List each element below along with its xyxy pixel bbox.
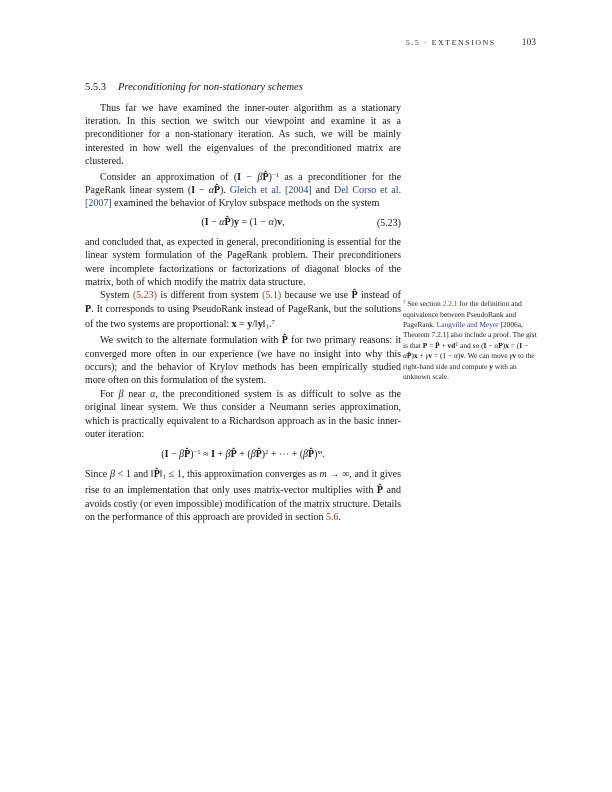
math-italic: β — [109, 469, 115, 481]
math-bold: y — [233, 216, 239, 228]
math-bold: P̂ — [224, 216, 231, 228]
text-run: ≤ 1, this approximation converges as — [165, 469, 320, 481]
text-run: + — [439, 341, 448, 350]
text-run: for the definition and equivalence between PseudoRank and PageRank. — [403, 299, 522, 329]
math-bold: v — [428, 351, 433, 361]
text-run: with an unknown scale. — [403, 361, 517, 382]
superscript: −1 — [271, 171, 279, 179]
text-run: = — [427, 341, 436, 350]
text-run: < 1 and ‖ — [114, 469, 154, 481]
text-run: = (1 − — [238, 216, 269, 228]
math-bold: y — [257, 319, 263, 331]
text-run: We switch to the alternate formulation with — [100, 335, 282, 347]
text-run: ) — [411, 351, 414, 361]
text-run: ) — [230, 216, 234, 228]
display-equation — [85, 446, 401, 462]
text-run: Since — [85, 469, 110, 481]
body-blocks — [85, 102, 401, 525]
subscript: 1 — [162, 474, 166, 482]
text-run: ) — [457, 351, 461, 361]
subsection-heading — [85, 81, 401, 95]
text-run: = — [236, 319, 248, 331]
text-run: and concluded that, as expected in general, preconditioning is essential for the linear system formulation of the PageRank problem. Their preconditioners were incomplete factorizations or factorizations of diagonal blocks of the matrix, both of which modify the matrix data structure. — [85, 236, 401, 288]
text-run: because we use — [281, 290, 352, 302]
paragraph — [85, 289, 401, 334]
text-run: ) — [502, 341, 506, 350]
equation-body — [201, 217, 284, 228]
text-run: for two primary reasons: it converged more often in our experience (we have no insight into why this occurs); and the behavior of Krylov methods has been empirically studied more often on this formulation of the system. — [85, 335, 402, 387]
math-bold: P — [498, 341, 503, 350]
text-run: System — [100, 290, 133, 302]
text-run: ) — [273, 216, 278, 228]
math-italic: γ — [509, 351, 513, 361]
reference-link[interactable]: 2.2.1 — [442, 299, 458, 309]
math-bold: P̂ — [308, 449, 315, 461]
text-run: ‖ — [159, 469, 163, 481]
math-bold: v — [512, 351, 517, 361]
text-run: ( — [201, 216, 205, 228]
text-run: to the right-hand side and compute — [403, 351, 535, 371]
paragraph — [85, 102, 401, 169]
citation-link[interactable]: Langville and Meyer — [436, 320, 499, 329]
math-italic: α — [403, 351, 407, 361]
paragraph — [85, 236, 401, 290]
text-run: . — [322, 449, 325, 461]
math-bold: I — [211, 449, 215, 461]
math-italic: β — [179, 449, 185, 461]
text-run: , the preconditioned system is as difficult to solve as the original linear system. We thus consider a Neumann series approximation, which is practically equivalent to a Richardson approach as in the basic inner-outer iteration: — [85, 388, 401, 441]
citation-link[interactable]: Gleich et al. [2004] — [229, 184, 312, 196]
text-run: near — [123, 388, 151, 400]
text-run: and so ( — [458, 341, 484, 350]
math-italic: α — [150, 388, 156, 400]
text-run: ) — [268, 171, 272, 183]
math-bold: x — [231, 319, 237, 331]
text-run: [2006a, Theorem 7.2.1] also include a proof. The gist is that — [403, 320, 537, 350]
math-bold: y — [489, 361, 493, 371]
paragraph — [85, 169, 401, 211]
math-bold: P̂ — [184, 449, 191, 461]
math-bold: x — [505, 341, 509, 350]
text-run: = ( — [508, 341, 520, 350]
reference-link[interactable]: (5.1) — [262, 290, 282, 302]
text-run: Consider an approximation of ( — [100, 171, 238, 183]
citation-link[interactable]: Del Corso et al. [2007] — [85, 184, 402, 210]
display-equation — [85, 216, 401, 230]
text-run: and — [311, 184, 334, 196]
math-bold: I — [164, 449, 169, 461]
text-run: − — [241, 171, 258, 183]
text-column — [85, 81, 401, 525]
math-bold: I — [204, 216, 209, 228]
superscript: 7 — [403, 301, 406, 306]
math-italic: β — [250, 449, 256, 461]
math-italic: α — [494, 341, 499, 350]
math-italic: β — [225, 449, 231, 461]
math-italic: γ — [425, 351, 429, 361]
paragraph — [85, 468, 401, 524]
footnote-sidenote — [403, 299, 537, 383]
math-bold: vd — [447, 341, 456, 350]
text-run: examined the behavior of Krylov subspace methods on the system — [111, 198, 380, 210]
paragraph — [85, 334, 401, 388]
paragraph — [85, 388, 401, 442]
text-run: . — [268, 319, 272, 331]
math-italic: β — [257, 171, 263, 183]
text-run: − — [195, 184, 209, 196]
text-run: Thus far we have examined the inner-outer algorithm as a stationary iteration. In this section we switch our viewpoint and examine it as a preconditioner for a non-stationary iteration. As such, we will be mainly interested in how well the eigenvalues of the preconditioned matrix are clustered. — [85, 102, 401, 168]
text-run: + ( — [236, 449, 251, 461]
superscript: 2 — [265, 449, 269, 457]
math-bold: P̂ — [262, 171, 269, 183]
math-italic: β — [118, 388, 124, 400]
math-bold: P̂ — [406, 351, 412, 361]
text-run: ). — [219, 184, 230, 196]
text-run: − — [486, 341, 495, 350]
superscript: m — [317, 449, 323, 457]
text-run: . — [338, 512, 342, 524]
text-run: ) — [190, 449, 194, 461]
equation-body — [161, 449, 325, 460]
subscript: 1 — [265, 323, 269, 331]
math-bold: P̂ — [351, 290, 358, 302]
math-bold: P̂ — [230, 449, 237, 461]
math-bold: I — [483, 341, 487, 350]
text-run: See section — [405, 299, 443, 309]
math-bold: v — [460, 351, 465, 361]
math-bold: P — [85, 303, 92, 315]
math-italic: α — [453, 351, 458, 361]
math-bold: P̂ — [435, 341, 440, 350]
math-bold: P̂ — [153, 469, 160, 481]
text-run: ) — [261, 449, 266, 461]
math-bold: x — [413, 351, 418, 361]
subsection-number: 5.5.3 — [85, 82, 106, 93]
superscript: 7 — [271, 319, 275, 327]
text-run: For — [100, 388, 119, 400]
text-run: − — [168, 449, 180, 461]
text-run: ( — [161, 449, 165, 461]
text-run: /‖ — [252, 319, 258, 331]
text-run: is different from system — [157, 290, 263, 302]
text-run: − — [522, 341, 529, 350]
superscript: −1 — [193, 449, 201, 457]
math-bold: P̂ — [213, 184, 220, 196]
text-run: + — [214, 449, 226, 461]
math-bold: P̂ — [281, 335, 288, 347]
subsection-title: Preconditioning for non-stationary schemes — [118, 82, 303, 93]
text-run: and avoids costly (or even impossible) modification of the matrix structure. Details on the performance of this approach are provided in section — [85, 485, 401, 524]
text-run: . It corresponds to using PseudoRank instead of PageRank, but the solutions of the two systems are proportional: — [85, 303, 401, 331]
text-run: ‖ — [262, 319, 266, 331]
math-bold: P — [422, 341, 428, 350]
math-italic: α — [268, 216, 274, 228]
math-bold: v — [277, 216, 283, 228]
text-run: instead of — [357, 290, 402, 302]
math-bold: y — [247, 319, 253, 331]
math-italic: α — [208, 184, 214, 196]
running-head — [85, 38, 536, 48]
math-bold: P̂ — [255, 449, 262, 461]
superscript: T — [455, 342, 459, 348]
math-bold: I — [237, 171, 242, 183]
text-run: , — [282, 216, 285, 228]
math-italic: α — [219, 216, 225, 228]
text-run: = (1 − — [432, 351, 454, 361]
text-run: as a preconditioner for the PageRank linear system ( — [85, 171, 402, 196]
math-italic: m — [319, 469, 327, 481]
math-bold: I — [519, 341, 523, 350]
text-run: − — [208, 216, 220, 228]
equation-number: (5.23) — [376, 217, 401, 229]
math-bold: I — [191, 184, 196, 196]
text-run: + — [417, 351, 426, 361]
reference-link[interactable]: (5.23) — [132, 290, 158, 302]
page-number: 103 — [521, 38, 536, 48]
math-bold: P̂ — [376, 485, 384, 497]
text-run: . We can move — [464, 351, 510, 361]
text-run: → ∞, and it gives rise to an implementation that only uses matrix-vector multiplies with — [85, 469, 402, 497]
reference-link[interactable]: 5.6 — [326, 512, 339, 524]
text-run: + ⋯ + ( — [268, 449, 304, 461]
math-italic: β — [303, 449, 309, 461]
text-run: ) — [314, 449, 318, 461]
text-run: ≈ — [200, 449, 212, 461]
running-head-section-label: 5.5 · EXTENSIONS — [405, 38, 496, 47]
